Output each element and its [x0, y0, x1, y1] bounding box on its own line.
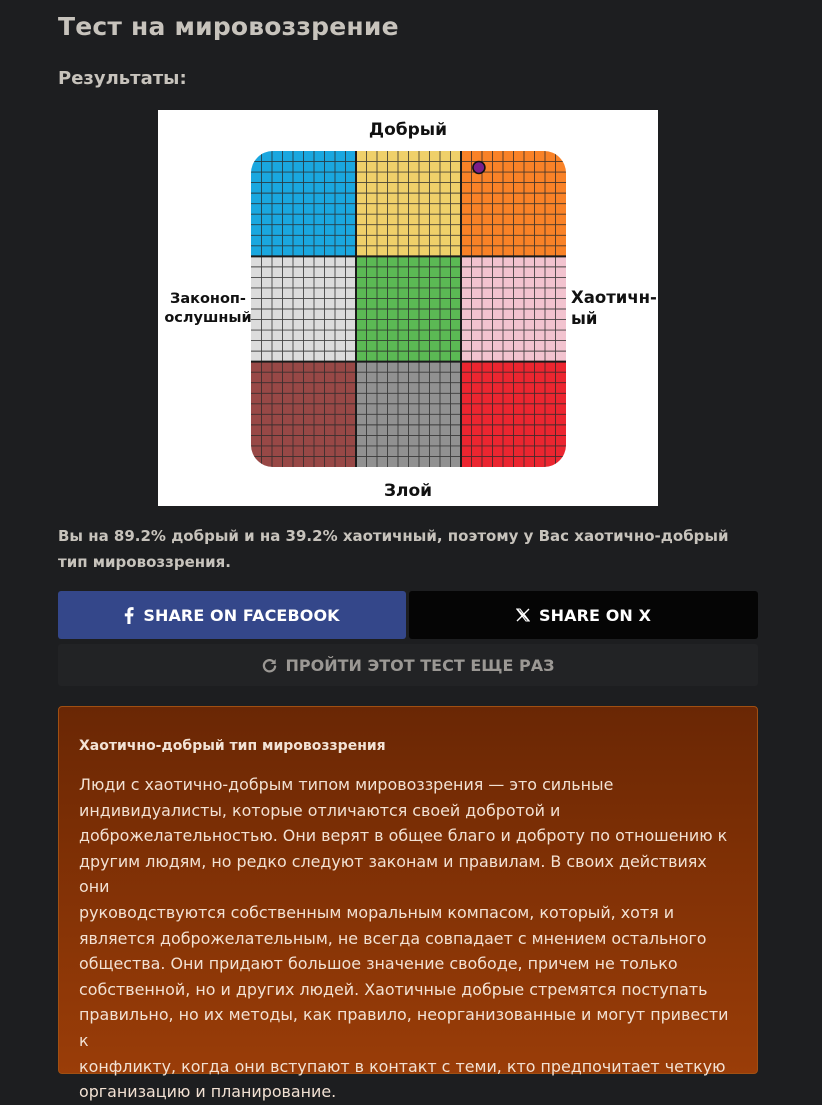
- share-x-label: SHARE ON X: [538, 605, 651, 625]
- alignment-description-card: [58, 706, 758, 1102]
- result-summary: Вы на 89.2% добрый и на 39.2% хаотичный, поэтому у Вас хаотично-добрый тип мировоззрения.: [58, 527, 729, 571]
- x-logo-icon: [516, 608, 530, 622]
- retry-test-label: ПРОЙТИ ЭТОТ ТЕСТ ЕЩЕ РАЗ: [285, 655, 555, 675]
- refresh-icon: [262, 658, 277, 673]
- share-facebook-button[interactable]: [58, 591, 406, 639]
- description-body: Люди с хаотично-добрым типом мировоззрения — это сильные индивидуалисты, которые отличаются своей добротой и доброжелательностью. Они верят в общее благо и доброту по отношению к другим людям, но редко следуют законам и правилам. В своих действиях они руководствуются собственным моральным компасом, который, хотя и является доброжелательным, не всегда совпадает с мнением остального общества. Они придают большое значение свободе, причем не только собственной, но и других людей. Хаотичные добрые стремятся поступать правильно, но их методы, как правило, неорганизованные и могут привести к конфликту, когда они вступают в контакт с теми, кто предпочитает четкую организацию и планирование.: [79, 775, 729, 1102]
- results-label: Результаты:: [58, 68, 187, 89]
- axis-label-top: Добрый: [368, 120, 448, 140]
- alignment-chart: [158, 110, 658, 506]
- share-facebook-label: SHARE ON FACEBOOK: [143, 605, 340, 625]
- retry-test-button[interactable]: [58, 644, 758, 686]
- result-point: [473, 162, 485, 174]
- share-buttons: [58, 591, 758, 639]
- share-x-button[interactable]: [409, 591, 758, 639]
- alignment-chart-svg: [158, 110, 658, 506]
- axis-label-left: Законоп-ослушный: [164, 291, 252, 326]
- facebook-icon: [124, 607, 134, 624]
- description-heading: Хаотично-добрый тип мировоззрения: [79, 738, 386, 754]
- axis-label-right: Хаотичн-ый: [571, 288, 657, 328]
- page-title: Тест на мировоззрение: [58, 12, 399, 41]
- axis-label-bottom: Злой: [383, 481, 433, 501]
